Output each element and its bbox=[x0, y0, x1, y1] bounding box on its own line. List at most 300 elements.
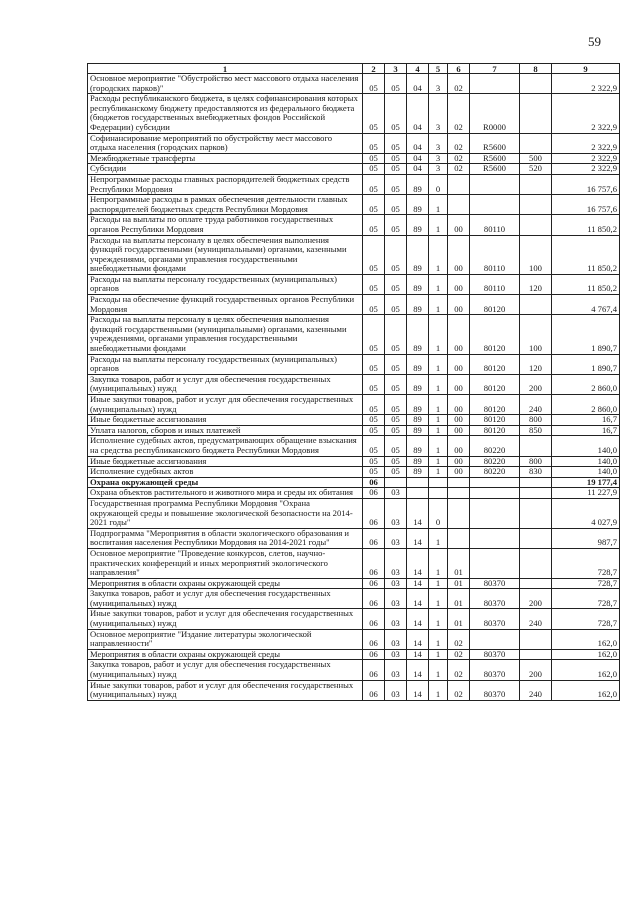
col6-cell: 02 bbox=[448, 660, 470, 680]
row-name-cell: Расходы на выплаты персоналу государственных (муниципальных) органов bbox=[88, 274, 363, 294]
col7-cell: 80220 bbox=[470, 467, 520, 478]
col5-cell: 1 bbox=[429, 425, 448, 436]
col8-cell bbox=[520, 629, 552, 649]
table-row bbox=[88, 133, 620, 153]
table-row bbox=[88, 374, 620, 394]
col6-cell: 01 bbox=[448, 589, 470, 609]
col8-cell bbox=[520, 649, 552, 660]
col6-cell: 00 bbox=[448, 274, 470, 294]
col7-cell: 80110 bbox=[470, 215, 520, 235]
col8-cell: 850 bbox=[520, 425, 552, 436]
col3-cell: 05 bbox=[385, 274, 407, 294]
col2-cell: 06 bbox=[363, 680, 385, 700]
col7-cell: 80120 bbox=[470, 315, 520, 354]
row-name-cell: Расходы республиканского бюджета, в целях софинансирования которых республиканскому бюджету предоставляются из федерального бюджета (бюджетов государственных внебюджетных фондов Российской Федерации) субсидии bbox=[88, 94, 363, 133]
col3-cell: 05 bbox=[385, 235, 407, 274]
col7-cell bbox=[470, 195, 520, 215]
col3-cell: 05 bbox=[385, 74, 407, 94]
col4-cell: 89 bbox=[407, 215, 429, 235]
row-name-cell: Уплата налогов, сборов и иных платежей bbox=[88, 425, 363, 436]
col7-cell: 80120 bbox=[470, 295, 520, 315]
row-name-cell: Иные бюджетные ассигнования bbox=[88, 415, 363, 426]
amount-cell: 987,7 bbox=[552, 528, 620, 548]
row-name-cell: Иные закупки товаров, работ и услуг для обеспечения государственных (муниципальных) нужд bbox=[88, 680, 363, 700]
col5-cell: 1 bbox=[429, 415, 448, 426]
col7-cell: 80120 bbox=[470, 415, 520, 426]
col5-cell: 3 bbox=[429, 74, 448, 94]
col5-cell: 3 bbox=[429, 94, 448, 133]
col6-cell: 02 bbox=[448, 153, 470, 164]
row-name-cell: Закупка товаров, работ и услуг для обеспечения государственных (муниципальных) нужд bbox=[88, 589, 363, 609]
row-name-cell: Субсидии bbox=[88, 164, 363, 175]
col2-cell: 05 bbox=[363, 456, 385, 467]
col3-cell: 05 bbox=[385, 354, 407, 374]
col2-cell: 06 bbox=[363, 649, 385, 660]
col3-cell: 03 bbox=[385, 629, 407, 649]
col6-cell: 02 bbox=[448, 94, 470, 133]
col6-cell: 02 bbox=[448, 133, 470, 153]
table-row bbox=[88, 649, 620, 660]
col2-cell: 06 bbox=[363, 629, 385, 649]
col3-cell: 05 bbox=[385, 174, 407, 194]
table-row bbox=[88, 548, 620, 578]
row-name-cell: Исполнение судебных актов, предусматривающих обращение взыскания на средства республиканского бюджета Республики Мордовия bbox=[88, 436, 363, 456]
header-cell: 7 bbox=[470, 64, 520, 74]
col4-cell: 89 bbox=[407, 436, 429, 456]
header-cell: 2 bbox=[363, 64, 385, 74]
col6-cell: 02 bbox=[448, 164, 470, 175]
amount-cell: 16,7 bbox=[552, 415, 620, 426]
col4-cell bbox=[407, 477, 429, 488]
col5-cell: 1 bbox=[429, 395, 448, 415]
table-row bbox=[88, 660, 620, 680]
col6-cell bbox=[448, 195, 470, 215]
col3-cell: 05 bbox=[385, 456, 407, 467]
col3-cell: 05 bbox=[385, 415, 407, 426]
col4-cell: 14 bbox=[407, 578, 429, 589]
row-name-cell: Непрограммные расходы в рамках обеспечения деятельности главных распорядителей бюджетных средств Республики Мордовия bbox=[88, 195, 363, 215]
page-number: 59 bbox=[588, 34, 601, 49]
col7-cell: R5600 bbox=[470, 133, 520, 153]
col8-cell bbox=[520, 94, 552, 133]
col6-cell bbox=[448, 174, 470, 194]
amount-cell: 1 890,7 bbox=[552, 354, 620, 374]
table-row bbox=[88, 415, 620, 426]
col4-cell: 89 bbox=[407, 195, 429, 215]
col8-cell bbox=[520, 174, 552, 194]
row-name-cell: Государственная программа Республики Мордовия "Охрана окружающей среды и повышение экологической безопасности на 2014-2021 годы" bbox=[88, 498, 363, 528]
col3-cell: 05 bbox=[385, 395, 407, 415]
amount-cell: 11 850,2 bbox=[552, 274, 620, 294]
col4-cell: 89 bbox=[407, 415, 429, 426]
col2-cell: 05 bbox=[363, 436, 385, 456]
col7-cell: 80370 bbox=[470, 589, 520, 609]
table-row bbox=[88, 164, 620, 175]
col6-cell: 02 bbox=[448, 680, 470, 700]
header-cell: 9 bbox=[552, 64, 620, 74]
col5-cell: 1 bbox=[429, 456, 448, 467]
col4-cell: 89 bbox=[407, 295, 429, 315]
row-name-cell: Иные бюджетные ассигнования bbox=[88, 456, 363, 467]
col4-cell: 04 bbox=[407, 164, 429, 175]
col3-cell: 05 bbox=[385, 467, 407, 478]
col6-cell: 00 bbox=[448, 425, 470, 436]
col6-cell: 00 bbox=[448, 295, 470, 315]
col5-cell: 1 bbox=[429, 274, 448, 294]
col7-cell: 80370 bbox=[470, 609, 520, 629]
col8-cell: 200 bbox=[520, 660, 552, 680]
col4-cell: 89 bbox=[407, 425, 429, 436]
col8-cell bbox=[520, 488, 552, 499]
col6-cell: 02 bbox=[448, 629, 470, 649]
amount-cell: 16 757,6 bbox=[552, 195, 620, 215]
col4-cell: 14 bbox=[407, 548, 429, 578]
col3-cell: 03 bbox=[385, 660, 407, 680]
col7-cell: 80120 bbox=[470, 395, 520, 415]
col7-cell: 80370 bbox=[470, 680, 520, 700]
row-name-cell: Иные закупки товаров, работ и услуг для обеспечения государственных (муниципальных) нужд bbox=[88, 609, 363, 629]
table-row bbox=[88, 354, 620, 374]
col7-cell bbox=[470, 498, 520, 528]
col4-cell: 14 bbox=[407, 649, 429, 660]
col5-cell: 1 bbox=[429, 589, 448, 609]
header-cell: 4 bbox=[407, 64, 429, 74]
col6-cell: 01 bbox=[448, 578, 470, 589]
col7-cell: 80120 bbox=[470, 425, 520, 436]
col7-cell: 80370 bbox=[470, 649, 520, 660]
col5-cell: 1 bbox=[429, 578, 448, 589]
row-name-cell: Мероприятия в области охраны окружающей среды bbox=[88, 578, 363, 589]
col8-cell: 830 bbox=[520, 467, 552, 478]
col2-cell: 06 bbox=[363, 498, 385, 528]
col2-cell: 05 bbox=[363, 215, 385, 235]
table-row bbox=[88, 629, 620, 649]
col3-cell: 05 bbox=[385, 295, 407, 315]
col4-cell: 89 bbox=[407, 467, 429, 478]
col5-cell: 3 bbox=[429, 153, 448, 164]
col3-cell: 03 bbox=[385, 578, 407, 589]
col6-cell: 02 bbox=[448, 649, 470, 660]
col7-cell: 80120 bbox=[470, 354, 520, 374]
header-cell: 3 bbox=[385, 64, 407, 74]
col5-cell: 3 bbox=[429, 133, 448, 153]
col3-cell: 05 bbox=[385, 215, 407, 235]
col3-cell: 05 bbox=[385, 425, 407, 436]
col4-cell: 89 bbox=[407, 456, 429, 467]
col4-cell: 89 bbox=[407, 235, 429, 274]
col6-cell: 02 bbox=[448, 74, 470, 94]
row-name-cell: Межбюджетные трансферты bbox=[88, 153, 363, 164]
col2-cell: 06 bbox=[363, 477, 385, 488]
col6-cell bbox=[448, 528, 470, 548]
amount-cell: 728,7 bbox=[552, 589, 620, 609]
col6-cell: 00 bbox=[448, 467, 470, 478]
col3-cell: 05 bbox=[385, 374, 407, 394]
col8-cell: 100 bbox=[520, 315, 552, 354]
col3-cell: 05 bbox=[385, 94, 407, 133]
table-row bbox=[88, 215, 620, 235]
col3-cell: 03 bbox=[385, 609, 407, 629]
table-row bbox=[88, 153, 620, 164]
col4-cell bbox=[407, 488, 429, 499]
col4-cell: 14 bbox=[407, 498, 429, 528]
col7-cell bbox=[470, 477, 520, 488]
col4-cell: 89 bbox=[407, 395, 429, 415]
table-row bbox=[88, 528, 620, 548]
col8-cell: 100 bbox=[520, 235, 552, 274]
row-name-cell: Подпрограмма "Мероприятия в области экологического образования и воспитания населения Республики Мордовия на 2014-2021 годы" bbox=[88, 528, 363, 548]
col3-cell: 03 bbox=[385, 680, 407, 700]
col5-cell: 1 bbox=[429, 660, 448, 680]
table-row bbox=[88, 680, 620, 700]
col7-cell: 80370 bbox=[470, 578, 520, 589]
col2-cell: 06 bbox=[363, 548, 385, 578]
col8-cell: 200 bbox=[520, 374, 552, 394]
col8-cell: 240 bbox=[520, 609, 552, 629]
header-row bbox=[88, 64, 620, 74]
col2-cell: 06 bbox=[363, 578, 385, 589]
table-row bbox=[88, 477, 620, 488]
row-name-cell: Охрана окружающей среды bbox=[88, 477, 363, 488]
row-name-cell: Расходы на выплаты персоналу в целях обеспечения выполнения функций государственными (муниципальными) органами, казенными учреждениями, органами управления государственными внебюджетными фондами bbox=[88, 315, 363, 354]
amount-cell: 2 322,9 bbox=[552, 153, 620, 164]
amount-cell: 11 850,2 bbox=[552, 235, 620, 274]
row-name-cell: Мероприятия в области охраны окружающей среды bbox=[88, 649, 363, 660]
table-row bbox=[88, 488, 620, 499]
amount-cell: 2 322,9 bbox=[552, 74, 620, 94]
col8-cell: 800 bbox=[520, 456, 552, 467]
col2-cell: 05 bbox=[363, 133, 385, 153]
col7-cell bbox=[470, 174, 520, 194]
amount-cell: 2 322,9 bbox=[552, 164, 620, 175]
row-name-cell: Охрана объектов растительного и животного мира и среды их обитания bbox=[88, 488, 363, 499]
col5-cell: 1 bbox=[429, 649, 448, 660]
col8-cell bbox=[520, 436, 552, 456]
col2-cell: 05 bbox=[363, 174, 385, 194]
amount-cell: 728,7 bbox=[552, 578, 620, 589]
table-row bbox=[88, 467, 620, 478]
col8-cell bbox=[520, 295, 552, 315]
col7-cell bbox=[470, 548, 520, 578]
col8-cell bbox=[520, 498, 552, 528]
col5-cell: 1 bbox=[429, 680, 448, 700]
col3-cell: 03 bbox=[385, 649, 407, 660]
col3-cell bbox=[385, 477, 407, 488]
row-name-cell: Основное мероприятие "Издание литературы экологической направленности" bbox=[88, 629, 363, 649]
col5-cell: 0 bbox=[429, 174, 448, 194]
col5-cell bbox=[429, 488, 448, 499]
col8-cell: 200 bbox=[520, 589, 552, 609]
col3-cell: 05 bbox=[385, 153, 407, 164]
col2-cell: 06 bbox=[363, 609, 385, 629]
col7-cell bbox=[470, 488, 520, 499]
col5-cell: 3 bbox=[429, 164, 448, 175]
col4-cell: 04 bbox=[407, 94, 429, 133]
amount-cell: 728,7 bbox=[552, 609, 620, 629]
header-cell: 1 bbox=[88, 64, 363, 74]
table-row bbox=[88, 436, 620, 456]
amount-cell: 1 890,7 bbox=[552, 315, 620, 354]
col2-cell: 05 bbox=[363, 94, 385, 133]
table-row bbox=[88, 174, 620, 194]
col6-cell: 01 bbox=[448, 548, 470, 578]
col7-cell: R5600 bbox=[470, 153, 520, 164]
amount-cell: 2 322,9 bbox=[552, 133, 620, 153]
col3-cell: 05 bbox=[385, 164, 407, 175]
header-cell: 8 bbox=[520, 64, 552, 74]
amount-cell: 140,0 bbox=[552, 467, 620, 478]
amount-cell: 11 227,9 bbox=[552, 488, 620, 499]
col7-cell: 80370 bbox=[470, 660, 520, 680]
amount-cell: 16 757,6 bbox=[552, 174, 620, 194]
budget-table bbox=[87, 63, 620, 701]
row-name-cell: Иные закупки товаров, работ и услуг для обеспечения государственных (муниципальных) нужд bbox=[88, 395, 363, 415]
col6-cell: 00 bbox=[448, 456, 470, 467]
col6-cell bbox=[448, 488, 470, 499]
col2-cell: 05 bbox=[363, 315, 385, 354]
col7-cell bbox=[470, 74, 520, 94]
amount-cell: 16,7 bbox=[552, 425, 620, 436]
row-name-cell: Софинансирование мероприятий по обустройству мест массового отдыха населения (городских парков) bbox=[88, 133, 363, 153]
col3-cell: 05 bbox=[385, 195, 407, 215]
col2-cell: 06 bbox=[363, 528, 385, 548]
col7-cell: R5600 bbox=[470, 164, 520, 175]
col8-cell bbox=[520, 578, 552, 589]
col6-cell bbox=[448, 498, 470, 528]
row-name-cell: Закупка товаров, работ и услуг для обеспечения государственных (муниципальных) нужд bbox=[88, 660, 363, 680]
amount-cell: 4 767,4 bbox=[552, 295, 620, 315]
col3-cell: 05 bbox=[385, 315, 407, 354]
col2-cell: 05 bbox=[363, 235, 385, 274]
amount-cell: 162,0 bbox=[552, 629, 620, 649]
amount-cell: 2 860,0 bbox=[552, 395, 620, 415]
table-row bbox=[88, 456, 620, 467]
col2-cell: 05 bbox=[363, 425, 385, 436]
col5-cell: 1 bbox=[429, 215, 448, 235]
col8-cell: 520 bbox=[520, 164, 552, 175]
col2-cell: 05 bbox=[363, 374, 385, 394]
table-row bbox=[88, 195, 620, 215]
col8-cell bbox=[520, 74, 552, 94]
col6-cell: 00 bbox=[448, 415, 470, 426]
col3-cell: 05 bbox=[385, 133, 407, 153]
col8-cell: 120 bbox=[520, 274, 552, 294]
col3-cell: 03 bbox=[385, 488, 407, 499]
amount-cell: 11 850,2 bbox=[552, 215, 620, 235]
table-row bbox=[88, 74, 620, 94]
table-row bbox=[88, 94, 620, 133]
row-name-cell: Расходы на обеспечение функций государственных органов Республики Мордовия bbox=[88, 295, 363, 315]
col3-cell: 03 bbox=[385, 498, 407, 528]
col8-cell bbox=[520, 477, 552, 488]
col3-cell: 03 bbox=[385, 589, 407, 609]
col4-cell: 14 bbox=[407, 528, 429, 548]
col5-cell bbox=[429, 477, 448, 488]
col7-cell bbox=[470, 528, 520, 548]
table-row bbox=[88, 395, 620, 415]
col7-cell: 80220 bbox=[470, 436, 520, 456]
amount-cell: 2 860,0 bbox=[552, 374, 620, 394]
table-row bbox=[88, 315, 620, 354]
amount-cell: 2 322,9 bbox=[552, 94, 620, 133]
col2-cell: 05 bbox=[363, 415, 385, 426]
col3-cell: 05 bbox=[385, 436, 407, 456]
col6-cell: 00 bbox=[448, 395, 470, 415]
col2-cell: 05 bbox=[363, 354, 385, 374]
col8-cell bbox=[520, 133, 552, 153]
amount-cell: 140,0 bbox=[552, 456, 620, 467]
col8-cell: 800 bbox=[520, 415, 552, 426]
col5-cell: 1 bbox=[429, 315, 448, 354]
amount-cell: 162,0 bbox=[552, 649, 620, 660]
col7-cell: 80110 bbox=[470, 235, 520, 274]
col2-cell: 05 bbox=[363, 467, 385, 478]
col6-cell: 01 bbox=[448, 609, 470, 629]
col2-cell: 05 bbox=[363, 195, 385, 215]
col6-cell: 00 bbox=[448, 315, 470, 354]
table-row bbox=[88, 498, 620, 528]
col2-cell: 05 bbox=[363, 74, 385, 94]
col6-cell: 00 bbox=[448, 354, 470, 374]
col8-cell bbox=[520, 548, 552, 578]
header-cell: 5 bbox=[429, 64, 448, 74]
col4-cell: 04 bbox=[407, 74, 429, 94]
col6-cell: 00 bbox=[448, 374, 470, 394]
col8-cell: 240 bbox=[520, 680, 552, 700]
col5-cell: 1 bbox=[429, 436, 448, 456]
col5-cell: 1 bbox=[429, 195, 448, 215]
col5-cell: 1 bbox=[429, 235, 448, 274]
col2-cell: 05 bbox=[363, 274, 385, 294]
col7-cell: 80110 bbox=[470, 274, 520, 294]
amount-cell: 140,0 bbox=[552, 436, 620, 456]
col8-cell bbox=[520, 528, 552, 548]
table-row bbox=[88, 425, 620, 436]
col2-cell: 05 bbox=[363, 153, 385, 164]
col4-cell: 14 bbox=[407, 609, 429, 629]
col6-cell bbox=[448, 477, 470, 488]
col4-cell: 14 bbox=[407, 660, 429, 680]
row-name-cell: Непрограммные расходы главных распорядителей бюджетных средств Республики Мордовия bbox=[88, 174, 363, 194]
col6-cell: 00 bbox=[448, 215, 470, 235]
col3-cell: 03 bbox=[385, 548, 407, 578]
col6-cell: 00 bbox=[448, 436, 470, 456]
table-row bbox=[88, 589, 620, 609]
row-name-cell: Расходы на выплаты персоналу в целях обеспечения выполнения функций государственными (муниципальными) органами, казенными учреждениями, органами управления государственными внебюджетными фондами bbox=[88, 235, 363, 274]
col4-cell: 89 bbox=[407, 374, 429, 394]
row-name-cell: Основное мероприятие "Обустройство мест массового отдыха населения (городских парков)" bbox=[88, 74, 363, 94]
col7-cell bbox=[470, 629, 520, 649]
row-name-cell: Расходы на выплаты персоналу государственных (муниципальных) органов bbox=[88, 354, 363, 374]
col2-cell: 06 bbox=[363, 660, 385, 680]
header-cell: 6 bbox=[448, 64, 470, 74]
amount-cell: 162,0 bbox=[552, 660, 620, 680]
col4-cell: 14 bbox=[407, 589, 429, 609]
col2-cell: 06 bbox=[363, 589, 385, 609]
col8-cell bbox=[520, 215, 552, 235]
col6-cell: 00 bbox=[448, 235, 470, 274]
col4-cell: 14 bbox=[407, 680, 429, 700]
amount-cell: 19 177,4 bbox=[552, 477, 620, 488]
col2-cell: 05 bbox=[363, 295, 385, 315]
col5-cell: 1 bbox=[429, 548, 448, 578]
col5-cell: 1 bbox=[429, 374, 448, 394]
table-row bbox=[88, 235, 620, 274]
col7-cell: R0000 bbox=[470, 94, 520, 133]
amount-cell: 728,7 bbox=[552, 548, 620, 578]
col5-cell: 1 bbox=[429, 629, 448, 649]
col4-cell: 89 bbox=[407, 315, 429, 354]
